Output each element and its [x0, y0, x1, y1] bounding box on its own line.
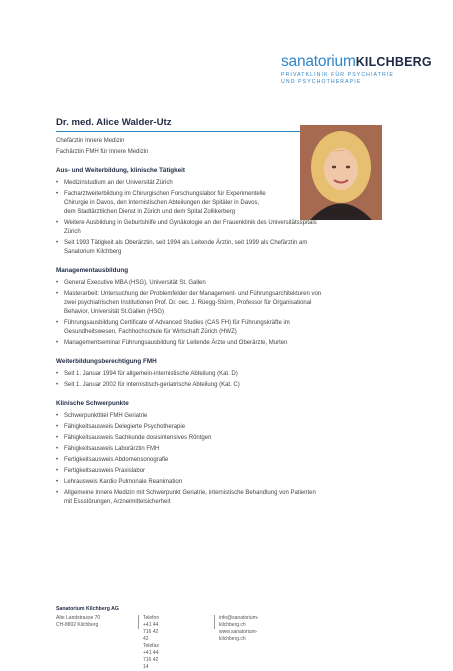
- list-item: [56, 423, 386, 432]
- person-name: Dr. med. Alice Walder-Utz: [56, 117, 172, 128]
- list-item: [56, 279, 386, 288]
- list-item-text: Schwerpunkttitel FMH Geriatrie: [64, 413, 148, 419]
- list-item-text: Fähigkeitsausweis Laborärztin FMH: [64, 446, 160, 452]
- list-item: [56, 467, 386, 476]
- list-item-text: Facharztweiterbildung im Chirurgischen Forschungslabor für Experimentelle Chirurgie in Davos, den Internistischen Abteilungen der Spitäler in Davos, dem Stadtärztlichen Dienst in Zürich und dem Spital Zollikerberg: [64, 191, 266, 215]
- list-item-text: Seit 1. Januar 1994 für allgemein-internistische Abteilung (Kat. D): [64, 371, 238, 377]
- list: [56, 370, 386, 390]
- list-item: [56, 434, 386, 443]
- list: [56, 279, 386, 348]
- list-item: [56, 370, 386, 379]
- logo-part-sanatorium: sanatorium: [281, 53, 356, 70]
- footer-company: Sanatorium Kilchberg AG: [56, 606, 119, 612]
- list-item-text: Seit 1993 Tätigkeit als Oberärztin, seit 1994 als Leitende Ärztin, seit 1999 als Chefärztin am Sanatorium Kilchberg: [64, 240, 308, 255]
- section-heading: Managementausbildung: [56, 267, 129, 274]
- logo-part-kilchberg: KILCHBERG: [355, 55, 432, 69]
- list-item-text: General Executive MBA (HSG), Universität St. Gallen: [64, 280, 206, 286]
- list-item-text: Managementseminar Führungsausbildung für Leitende Ärzte und Oberärzte, Murten: [64, 340, 288, 346]
- footer-address: Alte Landstrasse 70 CH-8802 Kilchberg: [56, 615, 101, 628]
- section-fmh: [56, 357, 386, 390]
- person-role-2: Fachärztin FMH für Innere Medizin: [56, 149, 149, 155]
- section-heading: Aus- und Weiterbildung, klinische Tätigkeit: [56, 167, 185, 174]
- list-item: [56, 478, 386, 487]
- cv-content: [56, 166, 386, 516]
- list-item-text: Fähigkeitsausweis Delegierte Psychotherapie: [64, 424, 186, 430]
- list-item-text: Fertigkeitsausweis Abdomensonografie: [64, 457, 169, 463]
- logo: [281, 53, 432, 86]
- section-heading: Klinische Schwerpunkte: [56, 400, 129, 407]
- list-item: [56, 456, 386, 465]
- list-item: [56, 445, 386, 454]
- list-item-text: Lehrausweis Kardio Pulmonale Reanimation: [64, 479, 183, 485]
- list-item: [56, 339, 386, 348]
- logo-subtitle-1: PRIVATKLINIK FÜR PSYCHIATRIE: [281, 72, 394, 78]
- list-item: [56, 489, 386, 507]
- footer-phones: Telefon +41 44 716 42 42 Telefax +41 44 716 42 14: [143, 615, 160, 670]
- list-item: [56, 219, 386, 237]
- section-heading: Weiterbildungsberechtigung FMH: [56, 358, 157, 365]
- footer-web: info@sanatorium-kilchberg.ch www.sanatorium-kilchberg.ch: [219, 615, 259, 642]
- logo-wordmark: [281, 53, 432, 70]
- list-item-text: Allgemeine Innere Medizin mit Schwerpunkt Geriatrie, internistische Behandlung von Patienten mit Essstörungen, Arzneimittelsicherheit: [64, 490, 316, 505]
- list-item: [56, 290, 386, 317]
- logo-subtitle-2: UND PSYCHOTHERAPIE: [281, 79, 362, 85]
- list-item: [56, 190, 386, 217]
- list-item: [56, 179, 386, 188]
- list-item: [56, 239, 386, 257]
- list-item-text: Masterarbeit: Untersuchung der Problemfelder der Management- und Führungsarchitekturen von zwei psychiatrischen Institutionen Prof. Dr. oec. J. Rüegg-Stürm, Professor für Organisational Behavior, Universität St.Gallen (HSG): [64, 291, 322, 315]
- list-item-text: Fertigkeitsausweis Praxislabor: [64, 468, 146, 474]
- list-item: [56, 412, 386, 421]
- section-management: [56, 266, 386, 348]
- list-item-text: Medizinstudium an der Universität Zürich: [64, 180, 173, 186]
- list-item-text: Seit 1. Januar 2002 für internistisch-geriatrische Abteilung (Kat. C): [64, 382, 240, 388]
- footer: [56, 606, 259, 670]
- list-item-text: Führungsausbildung Certificate of Advanced Studies (CAS FH) für Führungskräfte im Gesundheitswesen, Fachhochschule für Wirtschaft Zürich (HWZ): [64, 320, 290, 335]
- section-clinical: [56, 399, 386, 507]
- list-item: [56, 319, 386, 337]
- list-item: [56, 381, 386, 390]
- person-role-1: Chefärztin Innere Medizin: [56, 138, 125, 144]
- footer-divider: [138, 615, 139, 629]
- list-item-text: Weitere Ausbildung in Geburtshilfe und Gynäkologie an der Frauenklinik des Universitätsspitals Zürich: [64, 220, 317, 235]
- footer-divider: [214, 615, 215, 629]
- list: [56, 412, 386, 507]
- section-education: [56, 166, 386, 257]
- list-item-text: Fähigkeitsausweis Sachkunde dosisintensives Röntgen: [64, 435, 212, 441]
- list: [56, 179, 386, 257]
